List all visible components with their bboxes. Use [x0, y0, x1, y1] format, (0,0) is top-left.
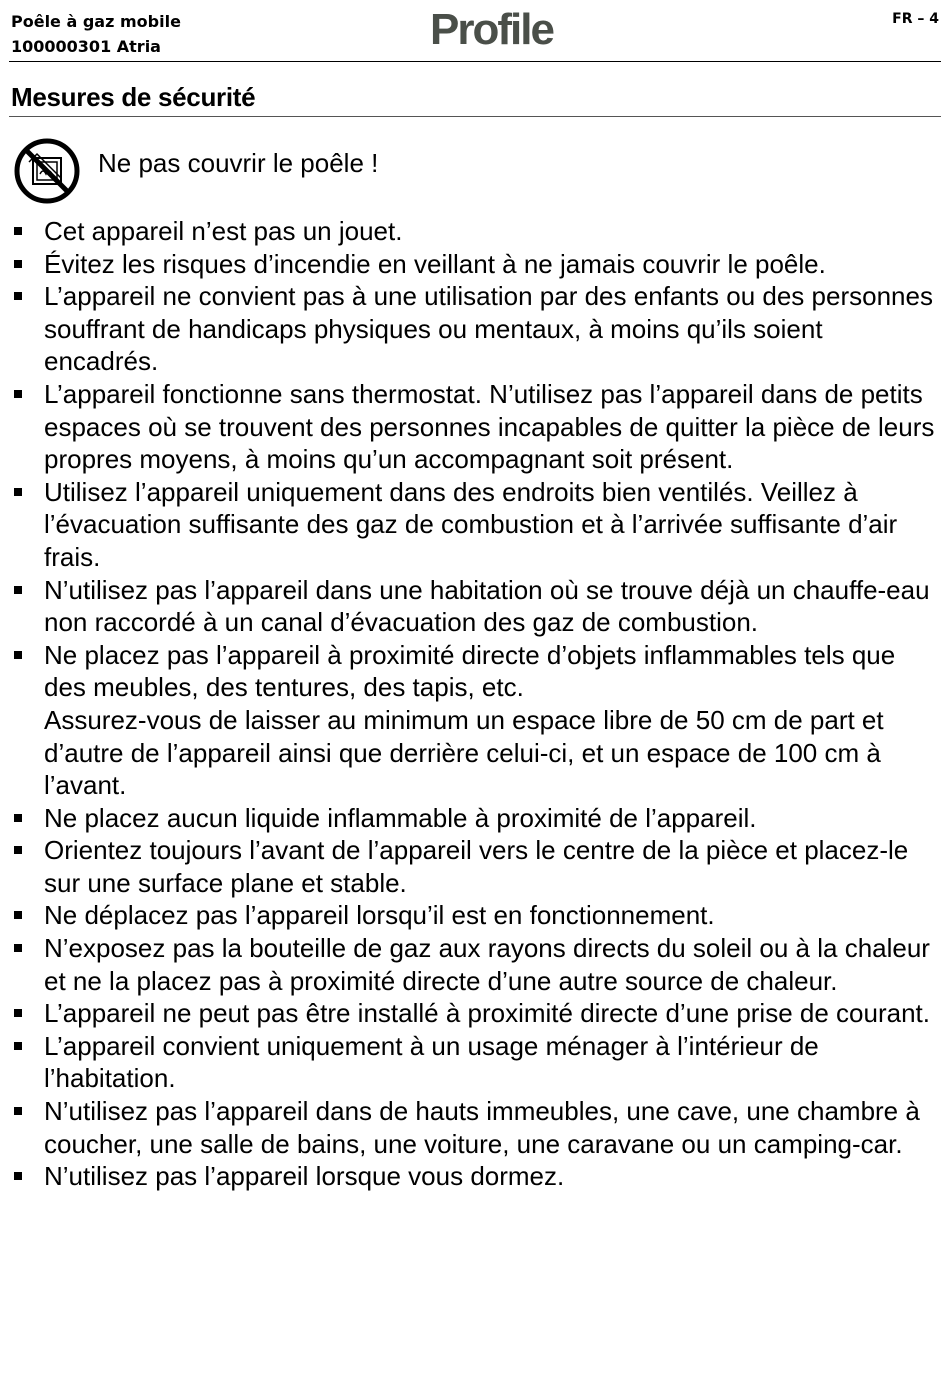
- list-item: [0, 639, 940, 802]
- rule-text: L’appareil fonctionne sans thermostat. N’utilisez pas l’appareil dans de petits espaces où se trouvent des personnes incapables de quitter la pièce de leurs propres moyens, à moins qu’un accompagnant soit présent.: [44, 378, 935, 475]
- list-item: [0, 574, 940, 639]
- bullet-icon: [14, 814, 22, 822]
- safety-rules-list: [0, 215, 940, 1193]
- bullet-icon: [14, 488, 22, 496]
- rule-text: N’utilisez pas l’appareil dans de hauts immeubles, une cave, une chambre à coucher, une salle de bains, une voiture, une caravane ou un camping-car.: [44, 1096, 920, 1159]
- rule-text: Ne placez pas l’appareil à proximité directe d’objets inflammables tels que des meubles, des tentures, des tapis, etc.: [44, 639, 896, 703]
- product-name: Poêle à gaz mobile: [11, 12, 181, 31]
- list-item: [0, 378, 940, 476]
- rule-text: Évitez les risques d’incendie en veillant à ne jamais couvrir le poêle.: [44, 248, 826, 279]
- rule-text: Utilisez l’appareil uniquement dans des endroits bien ventilés. Veillez à l’évacuation suffisante des gaz de combustion et à l’arrivée suffisante d’air frais.: [44, 476, 898, 572]
- bullet-icon: [14, 1107, 22, 1115]
- page-header: [0, 0, 950, 62]
- rule-text: L’appareil ne convient pas à une utilisation par des enfants ou des personnes souffrant de handicaps physiques ou mentaux, à moins qu’ils soient encadrés.: [44, 281, 933, 377]
- bullet-icon: [14, 586, 22, 594]
- bullet-icon: [14, 651, 22, 659]
- list-item: [0, 248, 940, 281]
- bullet-icon: [14, 227, 22, 235]
- list-item: [0, 997, 940, 1030]
- rule-text: Cet appareil n’est pas un jouet.: [44, 216, 403, 246]
- section-divider: [9, 116, 941, 117]
- bullet-icon: [14, 1009, 22, 1017]
- list-item: [0, 1030, 940, 1095]
- rule-text: Orientez toujours l’avant de l’appareil vers le centre de la pièce et placez-le sur une surface plane et stable.: [44, 835, 909, 898]
- list-item: [0, 802, 940, 835]
- no-cover-prohibition-icon: [14, 138, 80, 204]
- bullet-icon: [14, 292, 22, 300]
- rule-text: Ne placez aucun liquide inflammable à proximité de l’appareil.: [44, 802, 757, 833]
- page-label: FR – 4: [892, 11, 939, 27]
- list-item: [0, 215, 940, 248]
- bullet-icon: [14, 1172, 22, 1180]
- list-item: [0, 932, 940, 997]
- bullet-icon: [14, 944, 22, 952]
- list-item: [0, 476, 940, 574]
- bullet-icon: [14, 260, 22, 268]
- rule-extra-text: Assurez-vous de laisser au minimum un espace libre de 50 cm de part et d’autre de l’appareil ainsi que derrière celui-ci, et un espace de 100 cm à l’avant.: [44, 704, 884, 801]
- list-item: [0, 834, 940, 899]
- bullet-icon: [14, 390, 22, 398]
- bullet-icon: [14, 911, 22, 919]
- warning-text: Ne pas couvrir le poêle !: [98, 148, 379, 178]
- rule-text: Ne déplacez pas l’appareil lorsqu’il est en fonctionnement.: [44, 900, 715, 931]
- list-item: [0, 1160, 940, 1193]
- rule-text: L’appareil convient uniquement à un usage ménager à l’intérieur de l’habitation.: [44, 1030, 819, 1094]
- product-info: [11, 9, 181, 59]
- list-item: [0, 1095, 940, 1160]
- section-title: Mesures de sécurité: [11, 82, 256, 112]
- bullet-icon: [14, 846, 22, 854]
- list-item: [0, 280, 940, 378]
- bullet-icon: [14, 1042, 22, 1050]
- rule-text: L’appareil ne peut pas être installé à proximité directe d’une prise de courant.: [44, 998, 930, 1029]
- header-divider: [9, 61, 941, 62]
- rule-text: N’exposez pas la bouteille de gaz aux rayons directs du soleil ou à la chaleur et ne la placez pas à proximité directe d’une autre source de chaleur.: [44, 933, 930, 996]
- product-code: 100000301 Atria: [11, 37, 161, 56]
- list-item: [0, 899, 940, 932]
- rule-text: N’utilisez pas l’appareil lorsque vous dormez.: [44, 1161, 565, 1192]
- brand-logo: Profile: [430, 5, 553, 54]
- rule-text: N’utilisez pas l’appareil dans une habitation où se trouve déjà un chauffe-eau non raccordé à un canal d’évacuation des gaz de combustion.: [44, 574, 930, 638]
